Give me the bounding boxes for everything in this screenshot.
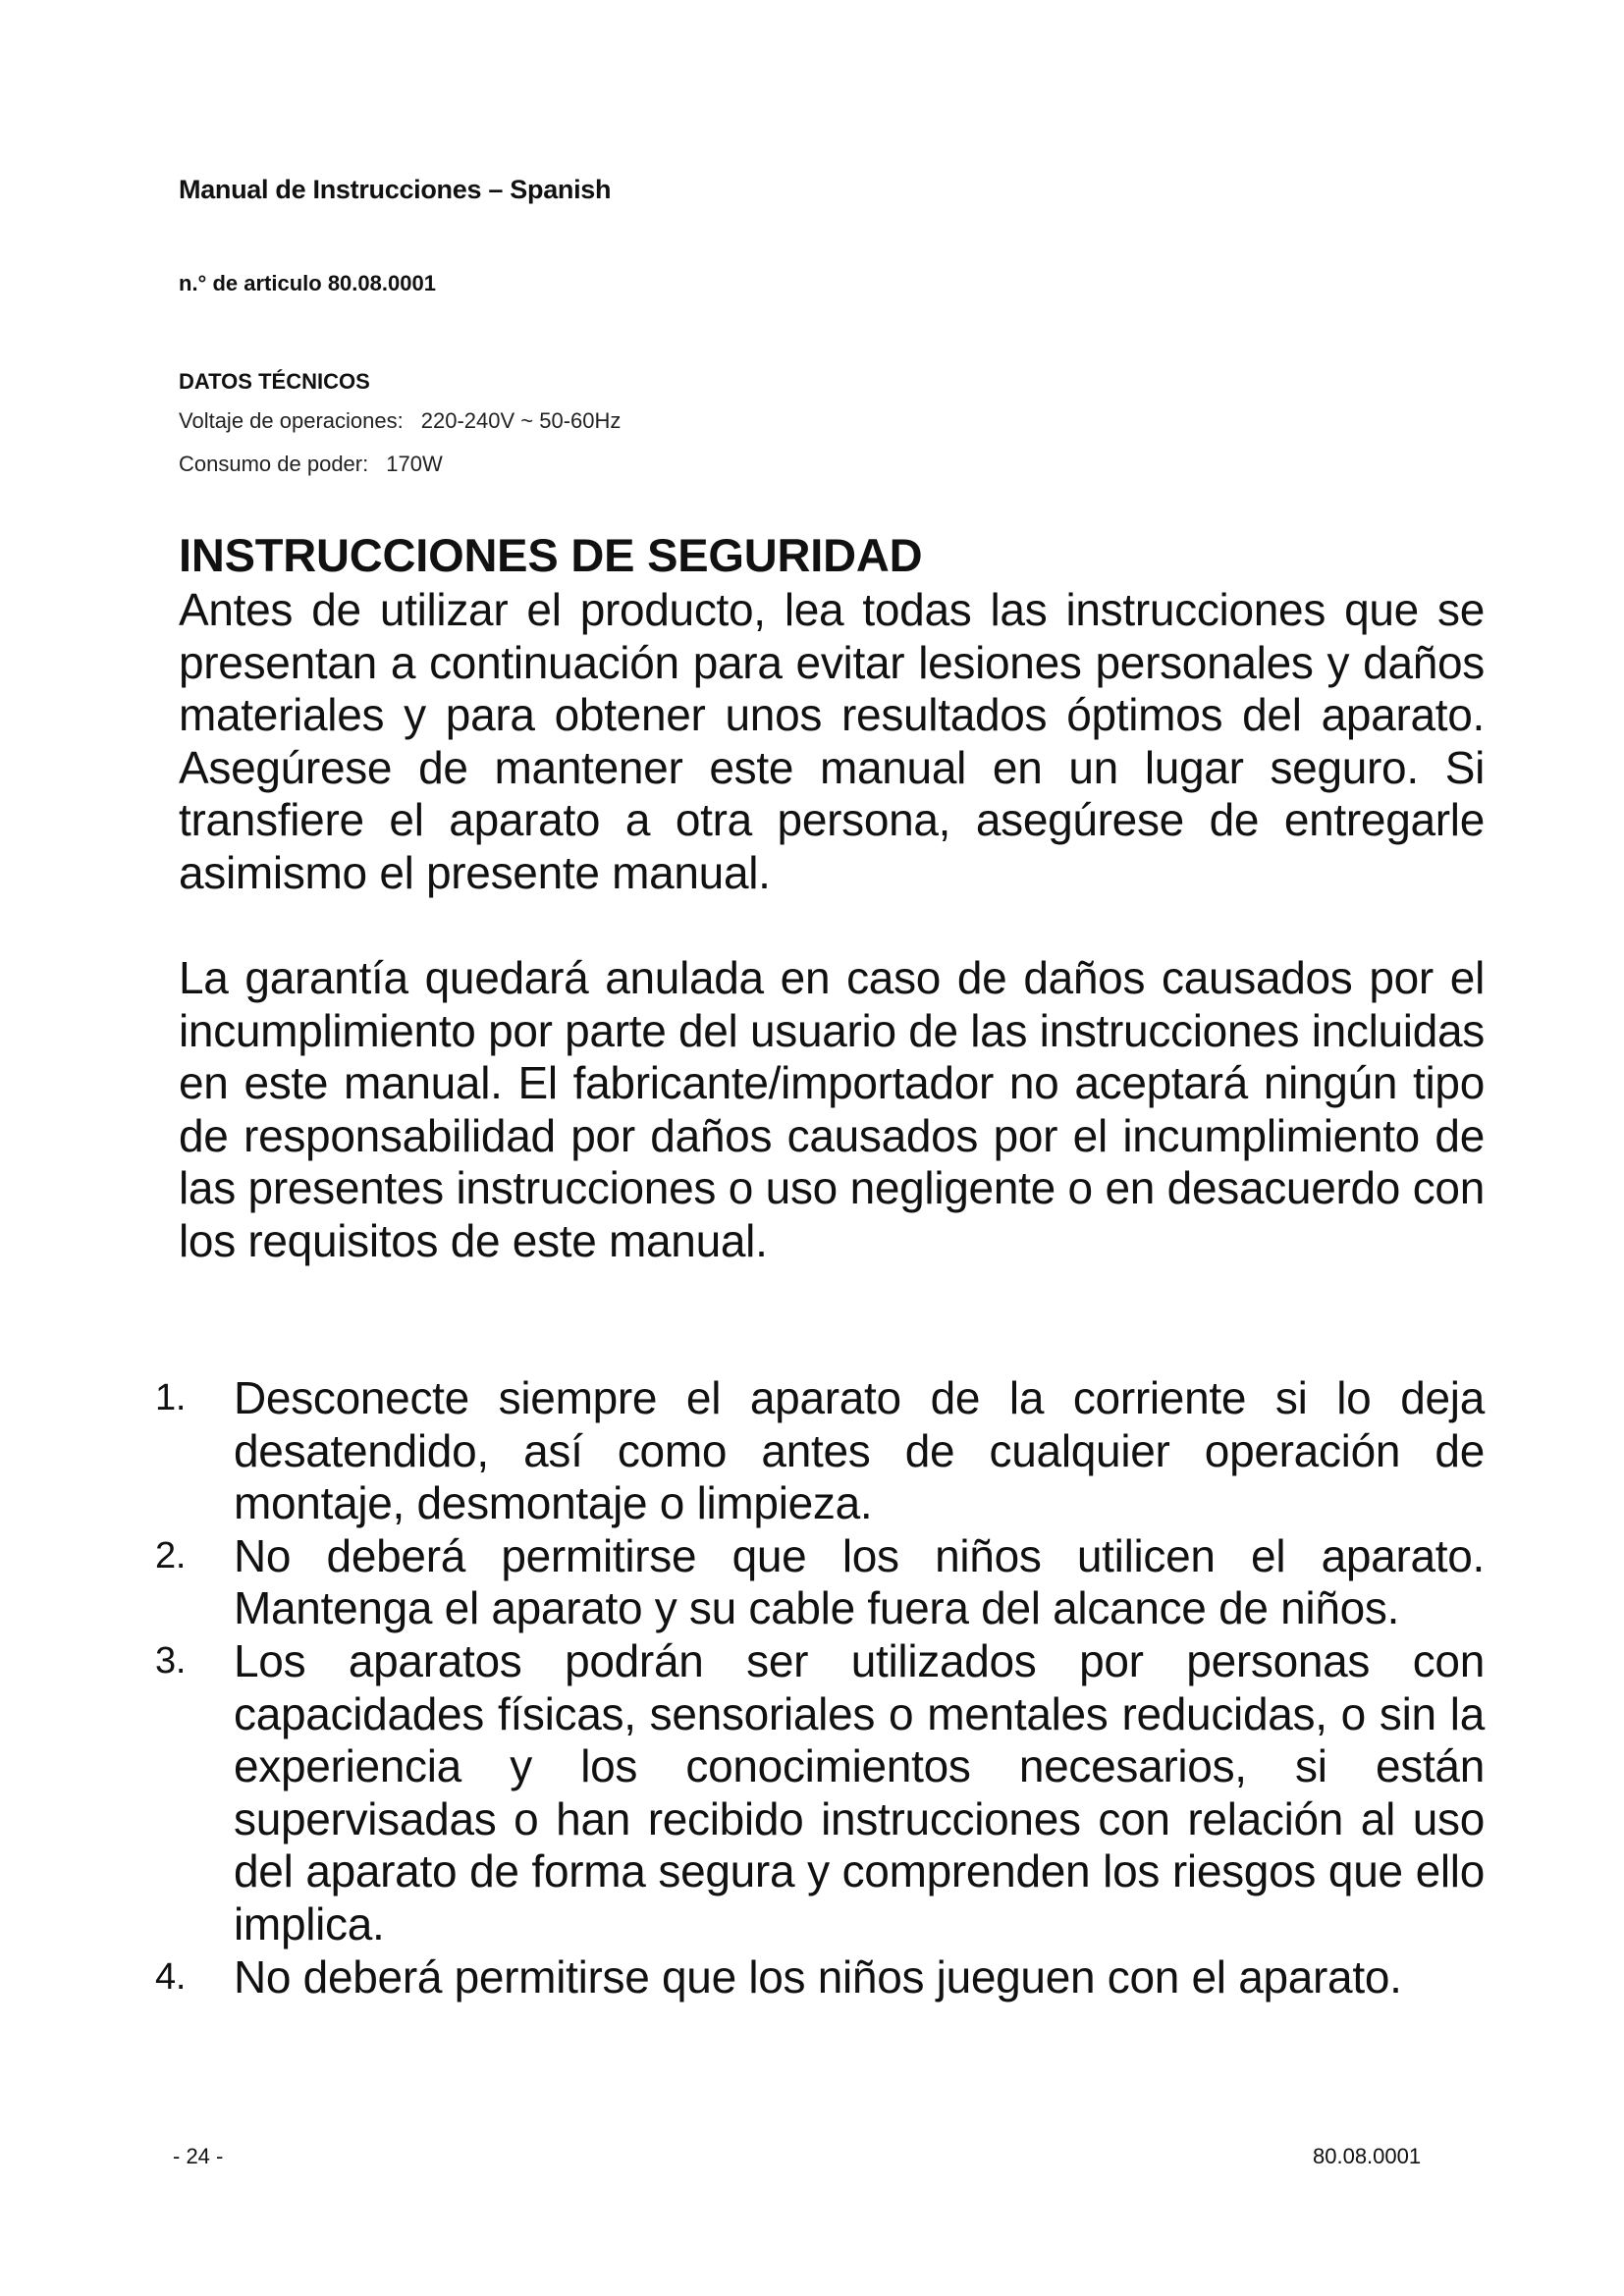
- tech-value: 220-240V ~ 50-60Hz: [420, 408, 622, 433]
- list-text: Los aparatos podrán ser utilizados por personas con capacidades físicas, sensoriales o mentales reducidas, o sin la experiencia y los conocimientos necesarios, si están supervisadas o han recibido instrucciones con relación al uso del aparato de forma segura y comprenden los riesgos que ello implica.: [234, 1634, 1485, 1949]
- technical-data-heading: DATOS TÉCNICOS: [179, 369, 370, 394]
- warranty-paragraph: La garantía quedará anulada en caso de daños causados por el incumplimiento por parte del usuario de las instrucciones incluidas en este manual. El fabricante/importador no aceptará ningún tipo de responsabilidad por daños causados por el incumplimiento de las presentes instrucciones o uso negligente o en desacuerdo con los requisitos de este manual.: [179, 952, 1485, 1266]
- tech-label: Voltaje de operaciones:: [179, 408, 404, 433]
- list-number: 1.: [155, 1377, 187, 1418]
- safety-instructions-title: INSTRUCCIONES DE SEGURIDAD: [179, 529, 923, 581]
- list-item: [147, 1951, 1485, 2004]
- tech-value: 170W: [386, 452, 443, 476]
- list-number: 3.: [155, 1639, 187, 1682]
- list-number: 2.: [155, 1534, 187, 1576]
- list-item: [147, 1372, 1485, 1530]
- intro-paragraph: Antes de utilizar el producto, lea todas las instrucciones que se presentan a continuación para evitar lesiones personales y daños materiales y para obtener unos resultados óptimos del aparato. Asegúrese de mantener este manual en un lugar seguro. Si transfiere el aparato a otra persona, asegúrese de entregarle asimismo el presente manual.: [179, 584, 1485, 898]
- list-text: Desconecte siempre el aparato de la corriente si lo deja desatendido, así como antes de cualquier operación de montaje, desmontaje o limpieza.: [234, 1372, 1485, 1529]
- footer-article-code: 80.08.0001: [1313, 2144, 1422, 2168]
- list-item: [147, 1635, 1485, 1951]
- article-number: n.° de articulo 80.08.0001: [179, 271, 436, 295]
- list-text: No deberá permitirse que los niños jueguen con el aparato.: [234, 1950, 1402, 2002]
- page-number: - 24 -: [173, 2144, 224, 2168]
- list-text: No deberá permitirse que los niños utilicen el aparato. Mantenga el aparato y su cable fuera del alcance de niños.: [234, 1529, 1485, 1634]
- list-number: 4.: [155, 1955, 187, 1998]
- tech-row-power: [179, 452, 443, 477]
- safety-list: [147, 1372, 1485, 2003]
- tech-label: Consumo de poder:: [179, 452, 369, 476]
- manual-title: Manual de Instrucciones – Spanish: [179, 175, 612, 204]
- list-item: [147, 1530, 1485, 1635]
- tech-row-voltage: [179, 408, 621, 434]
